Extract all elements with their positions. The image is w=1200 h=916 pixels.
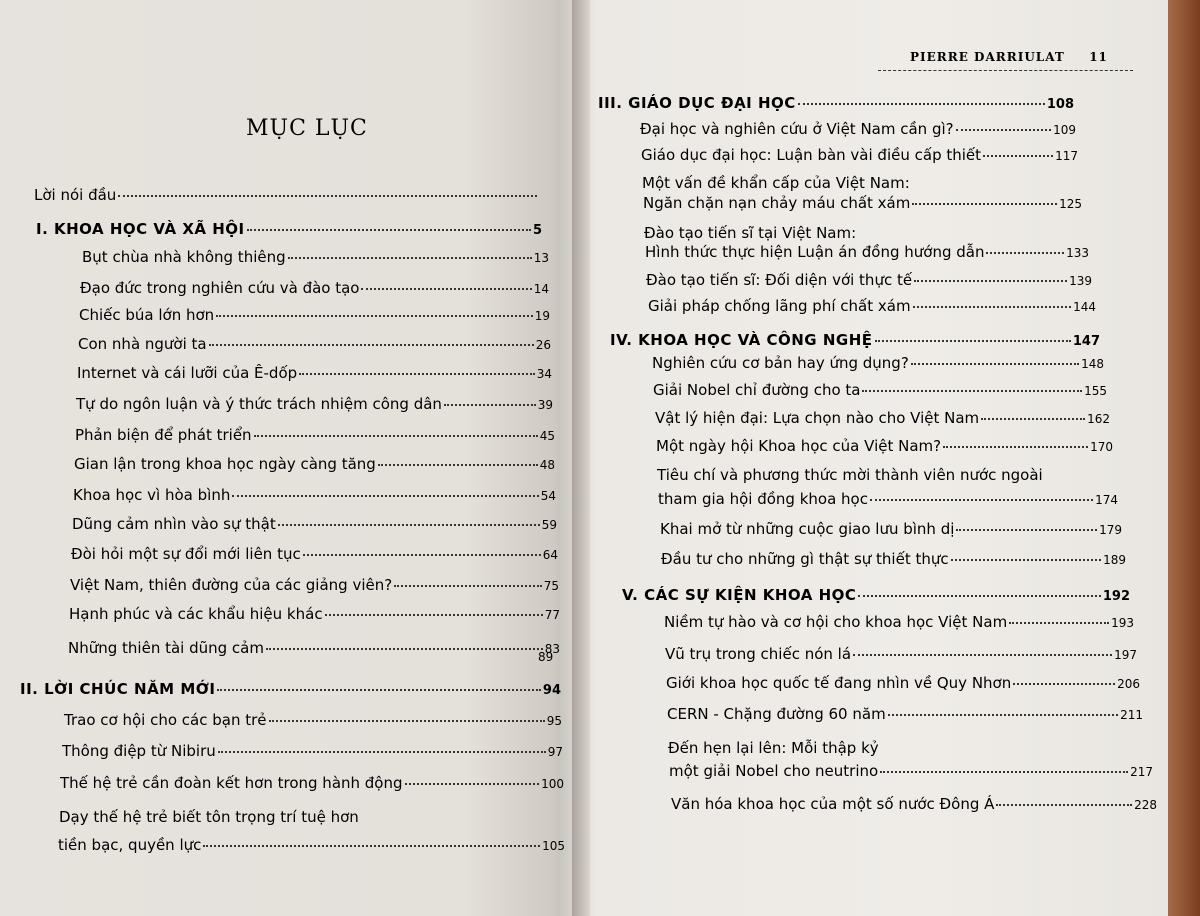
toc-entry <box>60 774 564 792</box>
leader-dots <box>853 654 1112 656</box>
leader-dots <box>914 280 1067 282</box>
section-title: IV. KHOA HỌC VÀ CÔNG NGHỆ <box>610 331 873 349</box>
entry-page: 14 <box>533 282 549 296</box>
toc-entry <box>667 705 1143 723</box>
leader-dots <box>444 404 536 406</box>
entry-title: tham gia hội đồng khoa học <box>658 490 868 508</box>
entry-page: 155 <box>1084 384 1107 398</box>
toc-entry <box>669 762 1153 780</box>
section-page: 94 <box>542 683 561 698</box>
header-author: PIERRE DARRIULAT <box>910 50 1065 64</box>
entry-title: Việt Nam, thiên đường của các giảng viên? <box>70 576 393 594</box>
toc-entry <box>58 836 565 854</box>
entry-page: 64 <box>542 548 558 562</box>
entry-title: Nghiên cứu cơ bản hay ứng dụng? <box>652 354 909 372</box>
entry-title: Đầu tư cho những gì thật sự thiết thực <box>661 550 949 568</box>
entry-page: 109 <box>1053 123 1076 137</box>
leader-dots <box>247 229 531 231</box>
toc-entry-line1: Tiêu chí và phương thức mời thành viên nước ngoài <box>657 466 1043 484</box>
toc-entry <box>660 520 1122 538</box>
toc-entry <box>80 279 549 297</box>
entry-title: Chiếc búa lớn hơn <box>79 306 215 324</box>
entry-title: Khai mở từ những cuộc giao lưu bình dị <box>660 520 955 538</box>
entry-title: Một ngày hội Khoa học của Việt Nam? <box>656 437 942 455</box>
entry-title: Giáo dục đại học: Luận bàn vài điều cấp thiết <box>641 146 982 164</box>
toc-entry <box>78 335 551 353</box>
entry-page: 174 <box>1095 493 1118 507</box>
toc-entry <box>79 306 550 324</box>
entry-title: tiền bạc, quyền lực <box>58 836 202 854</box>
entry-page: 54 <box>540 489 556 503</box>
leader-dots <box>232 495 538 497</box>
toc-entry <box>68 639 560 657</box>
entry-page: 217 <box>1130 765 1153 779</box>
entry-page: 34 <box>536 367 552 381</box>
section-title: I. KHOA HỌC VÀ XÃ HỘI <box>36 220 245 238</box>
entry-title: Đạo đức trong nghiên cứu và đào tạo <box>80 279 360 297</box>
leader-dots <box>956 529 1097 531</box>
entry-title: Hình thức thực hiện Luận án đồng hướng dẫn <box>645 243 985 261</box>
leader-dots <box>870 499 1093 501</box>
toc-entry <box>640 120 1076 138</box>
toc-entry <box>82 248 549 266</box>
header-page-number: 11 <box>1089 50 1108 64</box>
entry-page: 75 <box>543 579 559 593</box>
leader-dots <box>912 203 1057 205</box>
leader-dots <box>325 614 543 616</box>
entry-title: Những thiên tài dũng cảm <box>68 639 264 657</box>
leader-dots <box>266 648 543 650</box>
running-header <box>910 50 1108 64</box>
toc-entry <box>73 486 556 504</box>
leader-dots <box>118 195 537 197</box>
entry-page: 228 <box>1134 798 1157 812</box>
entry-page: 45 <box>539 429 555 443</box>
leader-dots <box>913 306 1072 308</box>
entry-page: 179 <box>1099 523 1122 537</box>
entry-page: 26 <box>535 338 551 352</box>
leader-dots <box>218 751 546 753</box>
entry-title: Thông điệp từ Nibiru <box>62 742 216 760</box>
leader-dots <box>888 714 1118 716</box>
entry-page: 148 <box>1081 357 1104 371</box>
toc-entry <box>71 545 558 563</box>
toc-section-5 <box>622 586 1130 604</box>
toc-entry <box>72 515 557 533</box>
toc-entry <box>645 243 1089 261</box>
entry-title: Lời nói đầu <box>34 186 117 204</box>
toc-entry <box>653 381 1107 399</box>
entry-title: Khoa học vì hòa bình <box>73 486 231 504</box>
toc-entry <box>665 645 1137 663</box>
entry-title: Giải pháp chống lãng phí chất xám <box>648 297 911 315</box>
leader-dots <box>858 595 1100 597</box>
entry-title: Hạnh phúc và các khẩu hiệu khác <box>69 605 323 623</box>
toc-section-3 <box>598 94 1074 112</box>
toc-entry <box>70 576 559 594</box>
entry-title: Niềm tự hào và cơ hội cho khoa học Việt Nam <box>664 613 1008 631</box>
entry-page: 100 <box>541 777 564 791</box>
show-through-text <box>20 20 540 180</box>
entry-title: Thế hệ trẻ cần đoàn kết hơn trong hành động <box>60 774 403 792</box>
entry-title: Gian lận trong khoa học ngày càng tăng <box>74 455 376 473</box>
section-page: 5 <box>532 223 542 238</box>
section-title: III. GIÁO DỤC ĐẠI HỌC <box>598 94 796 112</box>
section-page: 147 <box>1072 334 1100 349</box>
leader-dots <box>217 689 540 691</box>
leader-dots <box>303 554 541 556</box>
leader-dots <box>209 344 534 346</box>
leader-dots <box>996 804 1132 806</box>
header-rule <box>878 70 1133 71</box>
entry-title: Tự do ngôn luận và ý thức trách nhiệm công dân <box>76 395 442 413</box>
entry-title: Đại học và nghiên cứu ở Việt Nam cần gì? <box>640 120 954 138</box>
entry-page: 19 <box>534 309 550 323</box>
entry-title: Giới khoa học quốc tế đang nhìn về Quy Nhơn <box>666 674 1012 692</box>
leader-dots <box>361 288 531 290</box>
entry-page: 105 <box>542 839 565 853</box>
leader-dots <box>203 845 540 847</box>
entry-page: 211 <box>1120 708 1143 722</box>
toc-entry-preface <box>34 186 539 204</box>
entry-page: 125 <box>1059 197 1082 211</box>
toc-entry <box>64 711 562 729</box>
leader-dots <box>254 435 538 437</box>
toc-entry <box>69 605 560 623</box>
leader-dots <box>875 340 1071 342</box>
section-title: V. CÁC SỰ KIỆN KHOA HỌC <box>622 586 857 604</box>
toc-entry <box>643 194 1082 212</box>
entry-page: 144 <box>1073 300 1096 314</box>
section-page: 108 <box>1046 97 1074 112</box>
leader-dots <box>951 559 1101 561</box>
toc-entry <box>652 354 1104 372</box>
leader-dots <box>943 446 1088 448</box>
entry-page: 89 <box>538 650 554 664</box>
entry-page: 95 <box>546 714 562 728</box>
toc-entry <box>74 455 555 473</box>
leader-dots <box>862 390 1082 392</box>
toc-entry <box>661 550 1126 568</box>
leader-dots <box>405 783 540 785</box>
entry-page: 117 <box>1055 149 1078 163</box>
entry-page: 193 <box>1111 616 1134 630</box>
toc-section-4 <box>610 331 1100 349</box>
leader-dots <box>956 129 1051 131</box>
leader-dots <box>378 464 538 466</box>
leader-dots <box>798 103 1045 105</box>
leader-dots <box>394 585 542 587</box>
entry-page: 206 <box>1117 677 1140 691</box>
leader-dots <box>216 315 533 317</box>
toc-section-1 <box>36 220 542 238</box>
toc-entry <box>671 795 1157 813</box>
toc-entry <box>664 613 1134 631</box>
entry-title: Đòi hỏi một sự đổi mới liên tục <box>71 545 301 563</box>
toc-entry-line1: Một vấn đề khẩn cấp của Việt Nam: <box>642 174 910 192</box>
entry-page: 77 <box>544 608 560 622</box>
leader-dots <box>278 524 540 526</box>
toc-entry-line1: Đến hẹn lại lên: Mỗi thập kỷ <box>668 739 879 757</box>
leader-dots <box>981 418 1085 420</box>
leader-dots <box>288 257 532 259</box>
entry-title: Văn hóa khoa học của một số nước Đông Á <box>671 795 995 813</box>
toc-section-2 <box>20 680 561 698</box>
entry-title: Bụt chùa nhà không thiêng <box>82 248 286 266</box>
toc-entry <box>648 297 1096 315</box>
leader-dots <box>983 155 1053 157</box>
section-page: 192 <box>1102 589 1130 604</box>
entry-page: 189 <box>1103 553 1126 567</box>
toc-entry <box>641 146 1078 164</box>
entry-title: Ngăn chặn nạn chảy máu chất xám <box>643 194 911 212</box>
toc-entry <box>62 742 563 760</box>
entry-page: 59 <box>541 518 557 532</box>
leader-dots <box>269 720 545 722</box>
leader-dots <box>880 771 1128 773</box>
entry-page: 97 <box>547 745 563 759</box>
toc-entry <box>646 271 1092 289</box>
book-spine <box>572 0 590 916</box>
entry-page: 139 <box>1069 274 1092 288</box>
toc-entry-line1: Đào tạo tiến sĩ tại Việt Nam: <box>644 224 857 242</box>
entry-title: CERN - Chặng đường 60 năm <box>667 705 886 723</box>
toc-entry-line1: Dạy thế hệ trẻ biết tôn trọng trí tuệ hơn <box>59 808 359 826</box>
entry-page: 83 <box>544 642 560 656</box>
leader-dots <box>299 373 535 375</box>
entry-title: Vũ trụ trong chiếc nón lá <box>665 645 852 663</box>
entry-title: Đào tạo tiến sĩ: Đối diện với thực tế <box>646 271 913 289</box>
toc-entry <box>666 674 1140 692</box>
leader-dots <box>986 252 1064 254</box>
entry-title: Con nhà người ta <box>78 335 207 353</box>
toc-entry <box>658 490 1118 508</box>
entry-title: Phản biện để phát triển <box>75 426 252 444</box>
entry-title: Dũng cảm nhìn vào sự thật <box>72 515 276 533</box>
entry-page: 162 <box>1087 412 1110 426</box>
toc-entry <box>655 409 1110 427</box>
entry-title: Trao cơ hội cho các bạn trẻ <box>64 711 267 729</box>
entry-page: 133 <box>1066 246 1089 260</box>
table-surface <box>1168 0 1200 916</box>
entry-page: 39 <box>537 398 553 412</box>
entry-title: Internet và cái lưỡi của Ê-dốp <box>77 364 298 382</box>
leader-dots <box>1013 683 1115 685</box>
entry-page: 13 <box>533 251 549 265</box>
toc-entry <box>77 364 552 382</box>
toc-entry <box>656 437 1113 455</box>
toc-entry <box>75 426 555 444</box>
entry-title: một giải Nobel cho neutrino <box>669 762 879 780</box>
toc-title: MỤC LỤC <box>246 116 368 141</box>
leader-dots <box>1009 622 1109 624</box>
entry-title: Giải Nobel chỉ đường cho ta <box>653 381 861 399</box>
entry-title: Vật lý hiện đại: Lựa chọn nào cho Việt Nam <box>655 409 980 427</box>
entry-page: 48 <box>539 458 555 472</box>
toc-entry <box>76 395 553 413</box>
section-title: II. LỜI CHÚC NĂM MỚI <box>20 680 216 698</box>
entry-page: 197 <box>1114 648 1137 662</box>
leader-dots <box>911 363 1079 365</box>
entry-page: 170 <box>1090 440 1113 454</box>
